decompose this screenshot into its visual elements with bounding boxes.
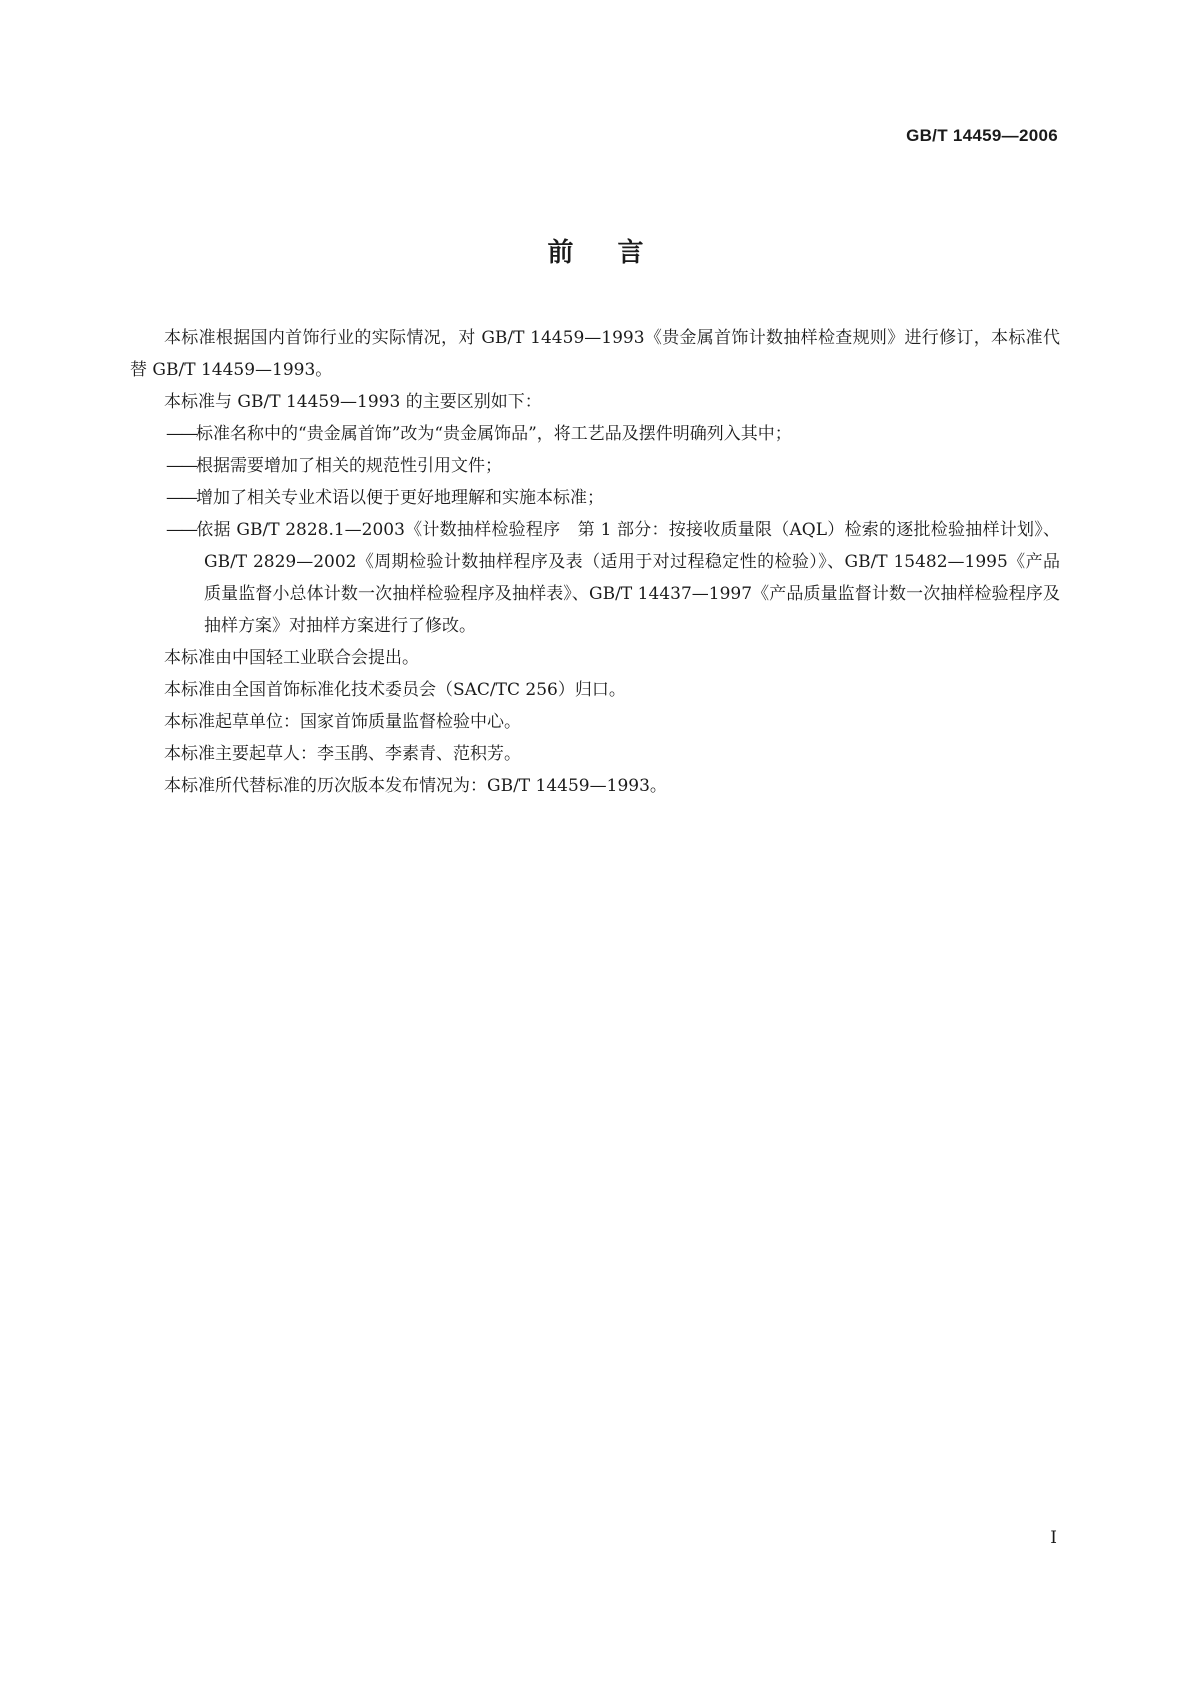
page-title: 前言	[547, 238, 688, 268]
list-item-text: 标准名称中的“贵金属首饰”改为“贵金属饰品”，将工艺品及摆件明确列入其中；	[196, 424, 792, 444]
dash-marker: ——	[166, 488, 196, 508]
paragraph: 本标准根据国内首饰行业的实际情况，对 GB/T 14459—1993《贵金属首饰计数抽样检查规则》进行修订，本标准代替 GB/T 14459—1993。	[130, 328, 1060, 380]
list-item-text: 增加了相关专业术语以便于更好地理解和实施本标准；	[196, 488, 604, 508]
paragraph: 本标准与 GB/T 14459—1993 的主要区别如下：	[164, 392, 542, 412]
paragraph: 本标准由全国首饰标准化技术委员会（SAC/TC 256）归口。	[164, 680, 626, 700]
page-number: I	[1050, 1528, 1057, 1548]
list-item	[130, 418, 1060, 450]
foreword-body	[130, 322, 1060, 802]
list-item	[130, 450, 1060, 482]
list-item-text: 依据 GB/T 2828.1—2003《计数抽样检验程序 第 1 部分：按接收质量限（AQL）检索的逐批检验抽样计划》、GB/T 2829—2002《周期检验计数抽样程序及表（适用于对过程稳定性的检验）》、GB/T 15482—1995《产品质量监督小总体计数一次抽样检验程序及抽样表》、GB/T 14437—1997《产品质量监督计数一次抽样检验程序及抽样方案》对抽样方案进行了修改。	[196, 520, 1060, 636]
standard-number: GB/T 14459—2006	[906, 126, 1058, 145]
paragraph: 本标准起草单位：国家首饰质量监督检验中心。	[164, 712, 521, 732]
paragraph: 本标准所代替标准的历次版本发布情况为：GB/T 14459—1993。	[164, 776, 667, 796]
list-item	[130, 482, 1060, 514]
paragraph: 本标准由中国轻工业联合会提出。	[164, 648, 419, 668]
dash-marker: ——	[166, 424, 196, 444]
dash-marker: ——	[166, 520, 196, 540]
list-item	[130, 514, 1060, 642]
dash-marker: ——	[166, 456, 196, 476]
list-item-text: 根据需要增加了相关的规范性引用文件；	[196, 456, 502, 476]
paragraph: 本标准主要起草人：李玉鹃、李素青、范积芳。	[164, 744, 521, 764]
